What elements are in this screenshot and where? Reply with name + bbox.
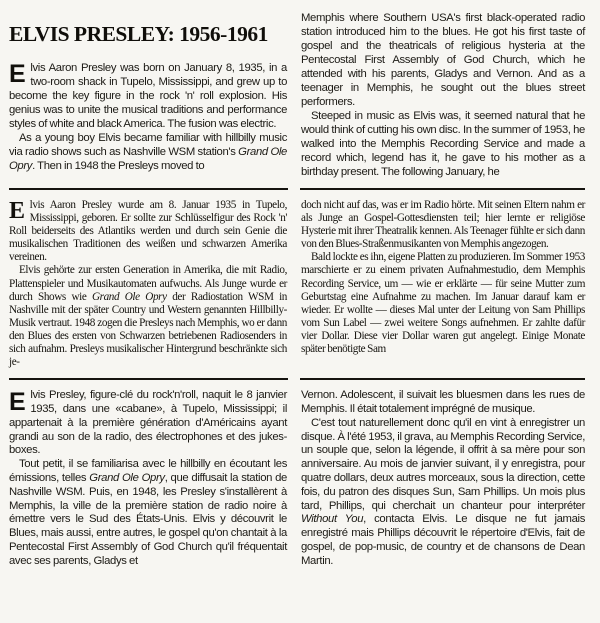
dropcap: E (9, 60, 26, 88)
page-title: ELVIS PRESLEY: 1956-1961 (9, 22, 268, 46)
paragraph (301, 389, 585, 417)
paragraph-text: Memphis where Southern USA's first black-operated radio station introduced him to the blues. He got his first taste of gospel and the theatricals of religious hysteria at the Pentecostal First Assembly of God Church, which he attended with his parents, Gladys and Vernon. And as a teenager in Memphis, he sought out the blues street performers. (301, 12, 585, 108)
paragraph (301, 251, 585, 356)
column-right (301, 199, 585, 356)
paragraph-text: Vernon. Adolescent, il suivait les bluesmen dans les rues de Memphis. Il était totalement imprégné de musique. (301, 389, 585, 416)
paragraph-text: C'est tout naturellement donc qu'il en vint à enregistrer un disque. À l'été 1953, il grava, au Memphis Recording Service, un souple que, selon la légende, il offrit à sa mère pour son anniversaire. Au mois de janvier suivant, il y enregistra, pour quatre dollars, deux autres morceaux, sous la direction, cette fois, du patron des disques Sun, Sam Phillips. Un mois plus tard, Phillips, qui cherchait un chanteur pour interpréter Without You, contacta Elvis. Le disque ne fut jamais enregistré mais Phillips découvrit le répertoire d'Elvis, fait de gospel, de pop-music, de country et de chansons de Dean Martin. (301, 416, 585, 567)
paragraph (301, 109, 585, 179)
paragraph-text: As a young boy Elvis became familiar with hillbilly music via radio shows such as Nashville WSM station's Grand Ole Opry. Then in 1948 the Presleys moved to (9, 132, 287, 172)
paragraph-text: lvis Aaron Presley was born on January 8, 1935, in a two-room shack in Tupelo, Mississippi, and grew up to become the key figure in the rock 'n' roll explosion. His genius was to unite the musical traditions and performance styles of white and black America. The fusion was electric. (9, 62, 287, 130)
paragraph (9, 458, 287, 568)
column-left (9, 199, 287, 369)
paragraph (9, 264, 287, 369)
paragraph-text: Tout petit, il se familiarisa avec le hillbilly en écoutant les émissions, telles Grand Ole Opry, que diffusait la station de Nashville WSM. Puis, en 1948, les Presley s'installèrent à Memphis, la ville de la première station de radio noire à émettre vers le Sud des États-Unis. Elvis y découvrit le Blues, mais aussi, entre autres, le gospel qu'on chantait à la Pentecostal First Assembly of God Church qu'il fréquentait avec ses parents, Gladys et (9, 458, 287, 567)
paragraph-text: Elvis gehörte zur ersten Generation in Amerika, die mit Radio, Plattenspieler und Musikautomaten aufwuchs. Als Junge wurde er durch Shows wie Grand Ole Opry der Radiostation WSM in Nashville mit der später Country und Western genannten Hillbilly-Musik vertraut. 1948 zogen die Presleys nach Memphis, wo er dann den Blues des ersten von Schwarzen betriebenen Radiosenders in sich aufnahm. Presleys musikalischer Hintergrund beschränkte sich je- (9, 264, 288, 369)
paragraph (301, 11, 585, 109)
paragraph-text: Bald lockte es ihn, eigene Platten zu produzieren. Im Sommer 1953 marschierte er zu einem privaten Aufnahmestudio, dem Memphis Recording Service, um — wie er erklärte — für seine Mutter zum Geburtstag eine Aufnahme zu machen. Im Januar darauf kam er wieder. Er wollte — dieses Mal unter der Leitung von Sam Phillips vom Sun Label — zwei weitere Songs aufnehmen. Er zahlte dafür vier Dollar. Diese vier Dollar waren gut angelegt. Einige Monate später benötigte Sam (301, 251, 585, 356)
divider-rule-right (300, 378, 585, 380)
paragraph-text: doch nicht auf das, was er im Radio hörte. Mit seinen Eltern nahm er als Junge an Gospel-Gottesdiensten teil; hier lernte er religiöse Hysterie mit ihrer Theatralik kennen. Als Teenager fühlte er sich dann von den Blues-Straßenmusikanten von Memphis angezogen. (301, 199, 585, 251)
dropcap: E (9, 388, 26, 417)
paragraph-text: Steeped in music as Elvis was, it seemed natural that he would think of cutting his own disc. In the summer of 1953, he walked into the Memphis Recording Service and made a record which, legend has it, he gave to his mother as a birthday present. The following January, he (301, 110, 585, 178)
paragraph-text: lvis Aaron Presley wurde am 8. Januar 1935 in Tupelo, Mississippi, geboren. Er sollte zur Schlüsselfigur des Rock 'n' Roll beiderseits des Atlantiks werden und durch sein Genie die musikalischen Traditionen des weißen und schwarzen Amerika vereinen. (9, 199, 287, 264)
section-german (9, 199, 585, 369)
paragraph (301, 417, 585, 569)
paragraph (9, 131, 287, 173)
column-left (9, 11, 287, 173)
paragraph-text: lvis Presley, figure-clé du rock'n'roll, naquit le 8 janvier 1935, dans une «cabane», à Tupelo, Mississippi; il appartenait à la première génération d'Américains ayant grandi au son de la radio, des électrophones et des jukes-boxes. (9, 389, 287, 457)
divider-rule-left (9, 188, 288, 190)
column-right (301, 389, 585, 568)
divider-rule-right (300, 188, 585, 190)
dropcap: E (9, 198, 25, 224)
paragraph (9, 389, 287, 458)
paragraph (9, 199, 287, 264)
section-divider (9, 188, 585, 190)
column-left (9, 389, 287, 568)
divider-rule-left (9, 378, 288, 380)
section-english (9, 11, 585, 179)
section-divider (9, 378, 585, 380)
column-right (301, 11, 585, 179)
paragraph (9, 61, 287, 131)
paragraph (301, 199, 585, 251)
section-french (9, 389, 585, 568)
